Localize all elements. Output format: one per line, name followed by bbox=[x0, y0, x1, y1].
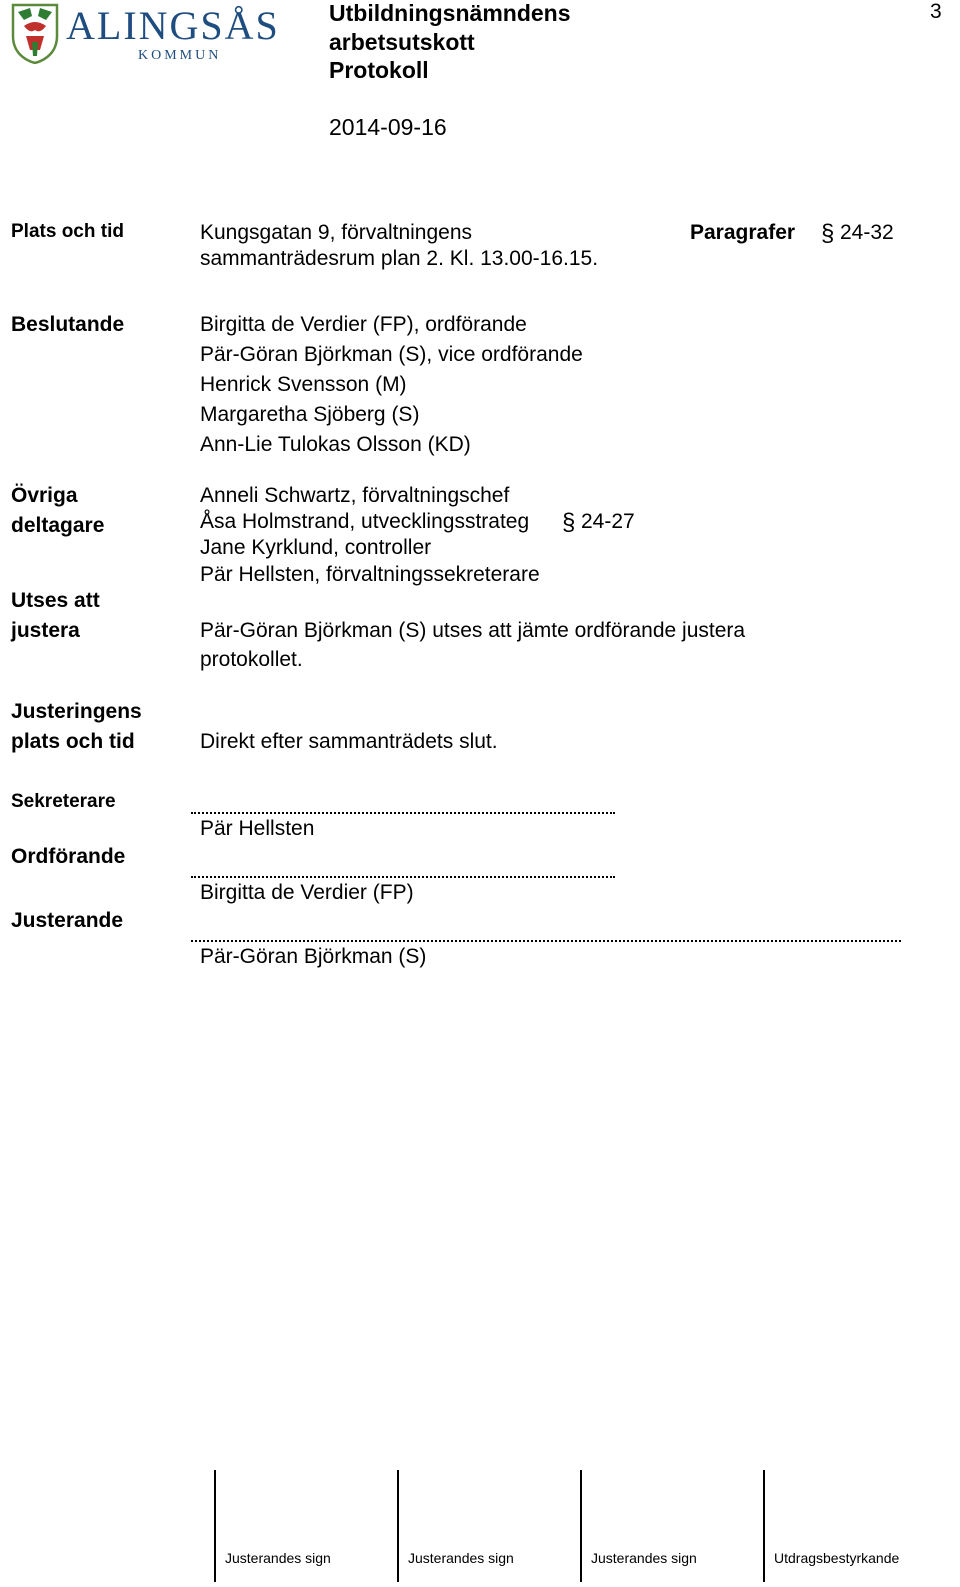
beslutande-member: Birgitta de Verdier (FP), ordförande bbox=[200, 313, 527, 336]
footer-divider bbox=[763, 1470, 765, 1582]
signature-line-ordforande bbox=[191, 876, 615, 878]
header-title-line2: arbetsutskott bbox=[329, 29, 475, 55]
ordforande-label: Ordförande bbox=[11, 845, 126, 868]
ovriga-paragraph-value: 24-27 bbox=[581, 510, 635, 533]
sekreterare-name: Pär Hellsten bbox=[200, 817, 315, 840]
utses-label: Utses att bbox=[11, 589, 100, 612]
beslutande-member: Pär-Göran Björkman (S), vice ordförande bbox=[200, 343, 583, 366]
justering-label: Justeringens bbox=[11, 700, 142, 723]
paragrafer-label: Paragrafer bbox=[690, 221, 796, 244]
footer-divider bbox=[580, 1470, 582, 1582]
ovriga-participant: Anneli Schwartz, förvaltningschef bbox=[200, 484, 510, 507]
ovriga-participant: Jane Kyrklund, controller bbox=[200, 536, 432, 559]
beslutande-member: Henrick Svensson (M) bbox=[200, 373, 407, 396]
justerande-name: Pär-Göran Björkman (S) bbox=[200, 945, 427, 968]
justering-value: Direkt efter sammanträdets slut. bbox=[200, 730, 498, 753]
utses-text-2: protokollet. bbox=[200, 648, 303, 671]
logo-sub: KOMMUN bbox=[138, 48, 222, 63]
beslutande-member: Margaretha Sjöberg (S) bbox=[200, 403, 420, 426]
header-title-line3: Protokoll bbox=[329, 57, 429, 83]
paragrafer-value: 24-32 bbox=[840, 221, 894, 244]
ovriga-participant: Åsa Holmstrand, utvecklingsstrateg bbox=[200, 510, 530, 533]
justering-label-2: plats och tid bbox=[11, 730, 135, 753]
footer-cell-label: Justerandes sign bbox=[591, 1550, 697, 1566]
ovriga-label-2: deltagare bbox=[11, 514, 105, 537]
footer-cell-label: Justerandes sign bbox=[408, 1550, 514, 1566]
paragraph-sign: § bbox=[821, 220, 835, 247]
signature-line-justerande bbox=[191, 940, 901, 942]
footer-cell-label: Justerandes sign bbox=[225, 1550, 331, 1566]
plats-line2: sammanträdesrum plan 2. Kl. 13.00-16.15. bbox=[200, 247, 599, 270]
coat-of-arms-icon bbox=[10, 2, 60, 64]
utses-text: Pär-Göran Björkman (S) utses att jämte ordförande justera bbox=[200, 619, 746, 642]
signature-line-sekreterare bbox=[191, 812, 615, 814]
footer-cell-label: Utdragsbestyrkande bbox=[774, 1550, 900, 1566]
utses-label-2: justera bbox=[11, 619, 80, 642]
plats-line1: Kungsgatan 9, förvaltningens bbox=[200, 221, 473, 244]
footer-divider bbox=[214, 1470, 216, 1582]
beslutande-member: Ann-Lie Tulokas Olsson (KD) bbox=[200, 433, 471, 456]
ovriga-paragraph-sign: § bbox=[562, 509, 576, 536]
plats-label: Plats och tid bbox=[11, 221, 124, 242]
ovriga-label: Övriga bbox=[11, 484, 78, 507]
beslutande-label: Beslutande bbox=[11, 313, 125, 336]
header-title-line1: Utbildningsnämndens bbox=[329, 0, 571, 26]
header-date: 2014-09-16 bbox=[329, 114, 447, 140]
footer-divider bbox=[397, 1470, 399, 1582]
logo-name: ALINGSÅS bbox=[66, 3, 280, 48]
logo bbox=[10, 2, 285, 66]
justerande-label: Justerande bbox=[11, 909, 124, 932]
page-number: 3 bbox=[930, 0, 942, 23]
ovriga-participant: Pär Hellsten, förvaltningssekreterare bbox=[200, 563, 540, 586]
ordforande-name: Birgitta de Verdier (FP) bbox=[200, 881, 414, 904]
sekreterare-label: Sekreterare bbox=[11, 791, 116, 812]
